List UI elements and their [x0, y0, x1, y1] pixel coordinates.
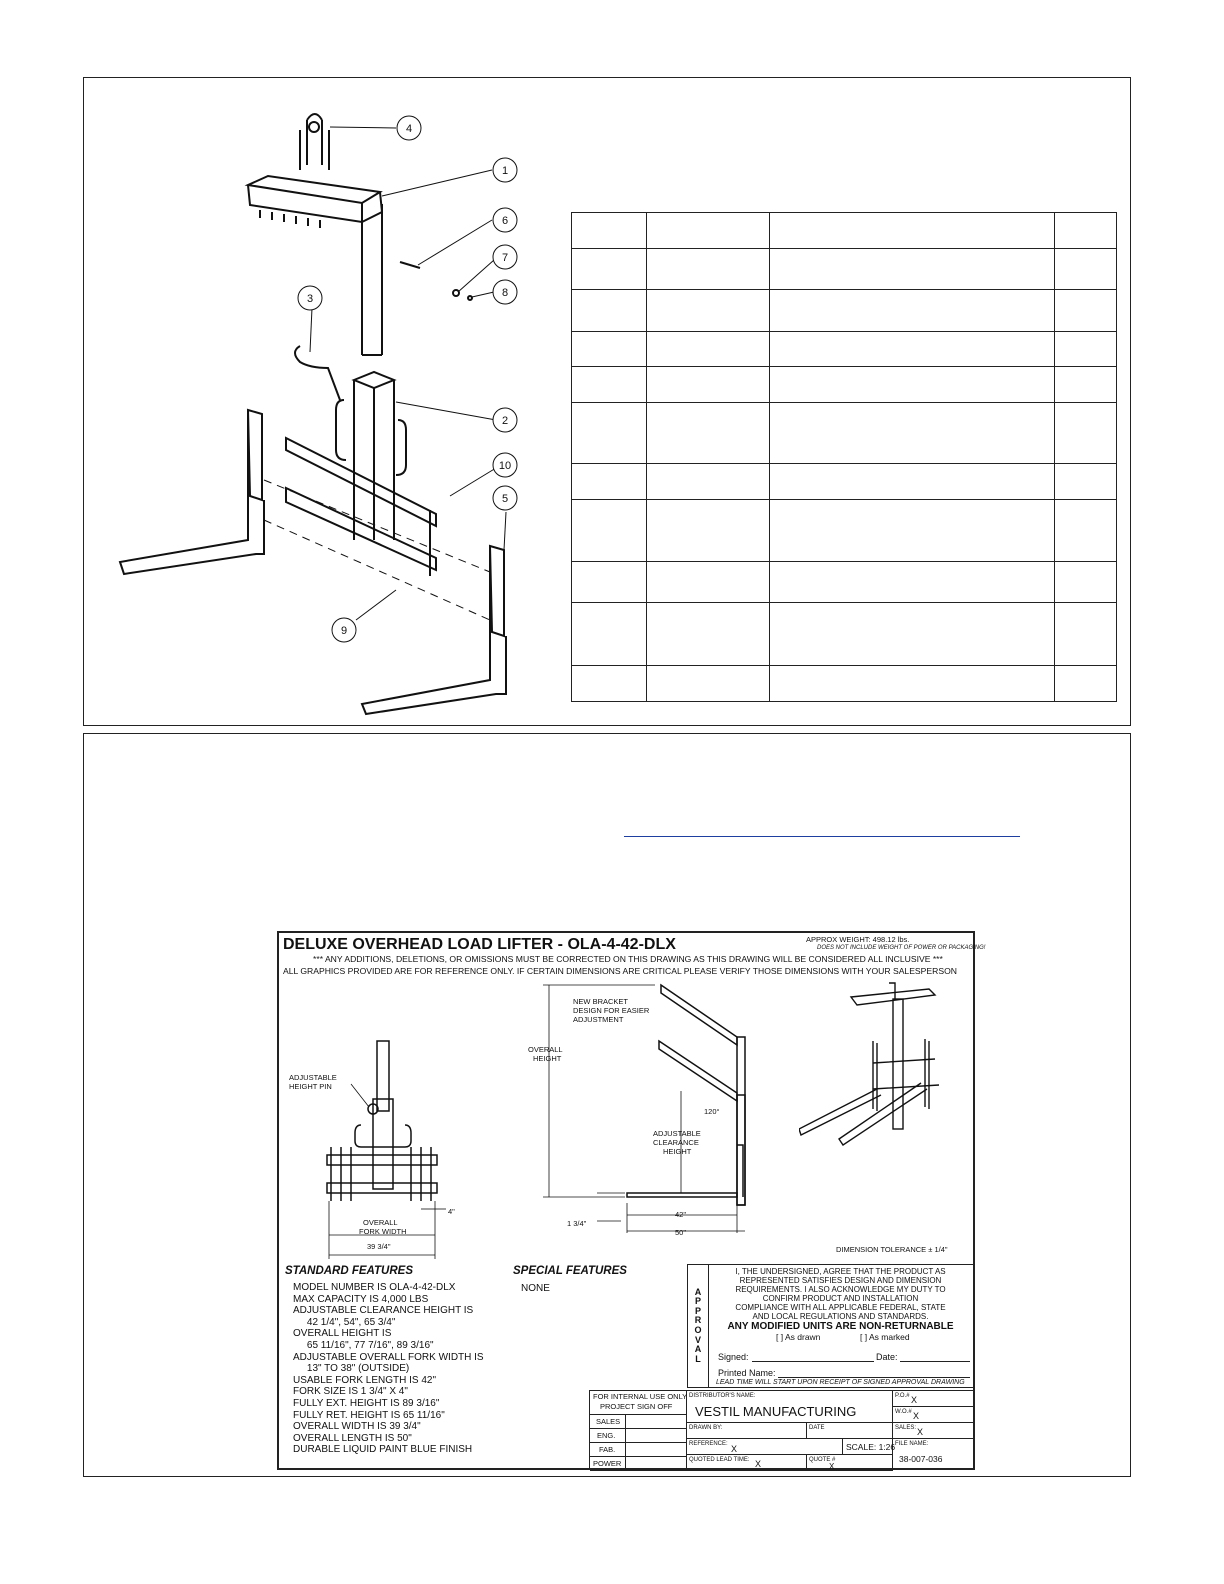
file-name-value: 38-007-036: [899, 1454, 943, 1464]
sheet-title: DELUXE OVERHEAD LOAD LIFTER - OLA-4-42-DLX: [283, 936, 676, 953]
approval-line: I, THE UNDERSIGNED, AGREE THAT THE PRODUCT AS: [735, 1267, 946, 1276]
dim-4: 4": [448, 1207, 455, 1216]
role-cell: [590, 1429, 626, 1443]
approval-letter: A: [694, 1286, 702, 1297]
notice-inclusive: *** ANY ADDITIONS, DELETIONS, OR OMISSIONS MUST BE CORRECTED ON THIS DRAWING AS THIS DRAWING WILL BE CONSIDERED ALL INCLUSIVE ***: [313, 954, 943, 964]
approval-letter: P: [694, 1305, 701, 1316]
distributor-name: VESTIL MANUFACTURING: [695, 1404, 857, 1419]
date-field-label: DATE: [809, 1425, 825, 1431]
signoff-field[interactable]: [626, 1443, 687, 1457]
overall-height-label-2: HEIGHT: [533, 1054, 562, 1063]
file-name-cell: [893, 1439, 975, 1471]
quote-cell: [807, 1455, 893, 1471]
weight-note: DOES NOT INCLUDE WEIGHT OF POWER OR PACKAGING!: [817, 945, 986, 951]
callout-5: 5: [501, 493, 509, 505]
approval-box: [687, 1264, 974, 1388]
parts-list-table: [571, 212, 1117, 702]
callout-9: 9: [340, 625, 348, 637]
as-drawn-checkbox[interactable]: [ ] As drawn: [776, 1332, 821, 1342]
role-cell: [590, 1443, 626, 1457]
quoted-lead-label: QUOTED LEAD TIME:: [689, 1457, 750, 1463]
feature-line: FULLY EXT. HEIGHT IS 89 3/16": [293, 1397, 440, 1409]
wo-label: W.O.#: [895, 1409, 912, 1415]
fork-width-label-2: FORK WIDTH: [359, 1227, 407, 1236]
bracket-note-2: DESIGN FOR EASIER: [573, 1006, 650, 1015]
approval-line: CONFIRM PRODUCT AND INSTALLATION: [762, 1294, 919, 1303]
role-eng: ENG.: [597, 1431, 616, 1440]
quoted-lead-cell: [687, 1455, 807, 1471]
feature-line: FULLY RET. HEIGHT IS 65 11/16": [293, 1409, 445, 1421]
quote-label: QUOTE #: [809, 1457, 836, 1463]
scale-value: SCALE: 1:26: [846, 1442, 896, 1452]
clearance-label-1: ADJUSTABLE: [653, 1129, 701, 1138]
scale-cell: [843, 1439, 896, 1455]
callout-4: 4: [405, 123, 413, 135]
notice-reference: ALL GRAPHICS PROVIDED ARE FOR REFERENCE ONLY. IF CERTAIN DIMENSIONS ARE CRITICAL PLEASE VERIFY THOSE DIMENSIONS WITH YOUR SALESPERSON: [283, 966, 957, 976]
sales-cell: [893, 1423, 975, 1439]
date-cell: [807, 1423, 893, 1439]
internal-use-cell: [590, 1391, 687, 1415]
reference-value: X: [731, 1444, 738, 1454]
feature-line: ADJUSTABLE OVERALL FORK WIDTH IS: [293, 1351, 484, 1363]
standard-features-heading: STANDARD FEATURES: [285, 1265, 413, 1277]
feature-line: 65 11/16", 77 7/16", 89 3/16": [293, 1339, 434, 1351]
bracket-note-3: ADJUSTMENT: [573, 1015, 624, 1024]
approval-letter: O: [694, 1325, 702, 1335]
sales-label: SALES:: [895, 1425, 917, 1431]
approval-letter: V: [694, 1334, 701, 1345]
po-cell: [893, 1391, 975, 1407]
approval-letter: A: [694, 1344, 702, 1355]
project-signoff-label: PROJECT SIGN OFF: [600, 1402, 673, 1411]
special-features-value: NONE: [521, 1283, 550, 1294]
adjustable-pin-label-2: HEIGHT PIN: [289, 1082, 332, 1091]
po-value: X: [911, 1395, 918, 1405]
approval-drawing-sheet: [277, 931, 986, 1471]
internal-use-label: FOR INTERNAL USE ONLY: [593, 1392, 688, 1401]
quoted-lead-value: X: [755, 1459, 762, 1469]
signed-label: Signed:: [718, 1352, 749, 1362]
feature-line: FORK SIZE IS 1 3/4" X 4": [293, 1386, 408, 1398]
bracket-note-1: NEW BRACKET: [573, 997, 629, 1006]
quote-value: X: [829, 1462, 835, 1471]
feature-line: DURABLE LIQUID PAINT BLUE FINISH: [293, 1444, 473, 1456]
standard-features-list: [293, 1282, 484, 1456]
sales-value: X: [917, 1427, 924, 1437]
exploded-assembly-drawing: [100, 100, 560, 720]
drawn-by-label: DRAWN BY:: [689, 1425, 723, 1431]
file-name-label: FILE NAME:: [895, 1441, 929, 1447]
feature-line: MODEL NUMBER IS OLA-4-42-DLX: [293, 1282, 456, 1293]
callout-1: 1: [501, 165, 509, 177]
approval-statement: [708, 1267, 973, 1333]
role-sales: SALES: [596, 1417, 621, 1426]
reference-cell: [687, 1439, 843, 1455]
dimension-tolerance: DIMENSION TOLERANCE ± 1/4": [836, 1245, 948, 1254]
feature-line: USABLE FORK LENGTH IS 42": [293, 1374, 437, 1386]
callout-10: 10: [498, 460, 512, 472]
feature-line: MAX CAPACITY IS 4,000 LBS: [293, 1293, 429, 1305]
fork-width-label-1: OVERALL: [363, 1218, 398, 1227]
callout-8: 8: [501, 287, 509, 299]
distributor-label: DISTRIBUTOR'S NAME:: [689, 1393, 756, 1399]
signature-line[interactable]: [752, 1361, 874, 1362]
dim-42: 42": [675, 1210, 687, 1219]
non-returnable-notice: ANY MODIFIED UNITS ARE NON-RETURNABLE: [727, 1321, 954, 1332]
role-power: POWER: [593, 1459, 622, 1468]
feature-line: OVERALL LENGTH IS 50": [293, 1432, 412, 1444]
callout-7: 7: [501, 252, 509, 264]
approval-line: REQUIREMENTS. I ALSO ACKNOWLEDGE MY DUTY TO: [735, 1285, 946, 1294]
angle-120: 120°: [704, 1107, 720, 1116]
signoff-field[interactable]: [626, 1415, 687, 1429]
approx-weight: APPROX WEIGHT: 498.12 lbs.: [806, 935, 910, 944]
overall-height-label-1: OVERALL: [528, 1045, 563, 1054]
feature-line: OVERALL WIDTH IS 39 3/4": [293, 1421, 421, 1433]
role-fab: FAB.: [599, 1445, 616, 1454]
clearance-label-2: CLEARANCE: [653, 1138, 699, 1147]
po-label: P.O.#: [895, 1393, 910, 1399]
approval-letter: P: [694, 1296, 701, 1307]
dim-39: 39 3/4": [367, 1242, 391, 1251]
approval-line: COMPLIANCE WITH ALL APPLICABLE FEDERAL, STATE: [735, 1303, 946, 1312]
as-marked-checkbox[interactable]: [ ] As marked: [860, 1332, 910, 1342]
feature-line: 42 1/4", 54", 65 3/4": [293, 1316, 396, 1328]
callout-3: 3: [306, 293, 314, 305]
adjustable-pin-label-1: ADJUSTABLE: [289, 1073, 337, 1082]
approval-letter: R: [694, 1315, 702, 1326]
signoff-field[interactable]: [626, 1429, 687, 1443]
date-line[interactable]: [900, 1361, 970, 1362]
printed-name-line[interactable]: [778, 1377, 970, 1378]
isometric-view-drawing: [799, 979, 969, 1159]
special-features-heading: SPECIAL FEATURES: [513, 1265, 627, 1277]
approval-vertical-label: [688, 1265, 709, 1387]
feature-line: 13" TO 38" (OUTSIDE): [293, 1363, 410, 1375]
wo-cell: [893, 1407, 975, 1423]
role-cell: [590, 1415, 626, 1429]
dim-1-3-4: 1 3/4": [567, 1219, 587, 1228]
approval-line: REPRESENTED SATISFIES DESIGN AND DIMENSION: [739, 1276, 942, 1285]
callout-6: 6: [501, 215, 509, 227]
clearance-label-3: HEIGHT: [663, 1147, 692, 1156]
reference-label: REFERENCE:: [689, 1441, 728, 1447]
signoff-field[interactable]: [626, 1457, 687, 1471]
approval-letter: L: [695, 1353, 701, 1364]
feature-line: OVERALL HEIGHT IS: [293, 1328, 392, 1340]
wo-value: X: [913, 1411, 920, 1421]
lead-time-note: LEAD TIME WILL START UPON RECEIPT OF SIGNED APPROVAL DRAWING: [716, 1379, 965, 1386]
printed-name-label: Printed Name:: [718, 1368, 776, 1378]
role-cell: [590, 1457, 626, 1471]
dim-50: 50": [675, 1228, 687, 1237]
date-label: Date:: [876, 1352, 898, 1362]
title-block: [589, 1390, 974, 1470]
approval-line: AND LOCAL REGULATIONS AND STANDARDS.: [752, 1312, 929, 1321]
drawn-by-cell: [687, 1423, 807, 1439]
distributor-cell: [687, 1391, 893, 1423]
callout-2: 2: [501, 415, 509, 427]
hyperlink-underline[interactable]: [624, 836, 1020, 837]
feature-line: ADJUSTABLE CLEARANCE HEIGHT IS: [293, 1305, 474, 1317]
